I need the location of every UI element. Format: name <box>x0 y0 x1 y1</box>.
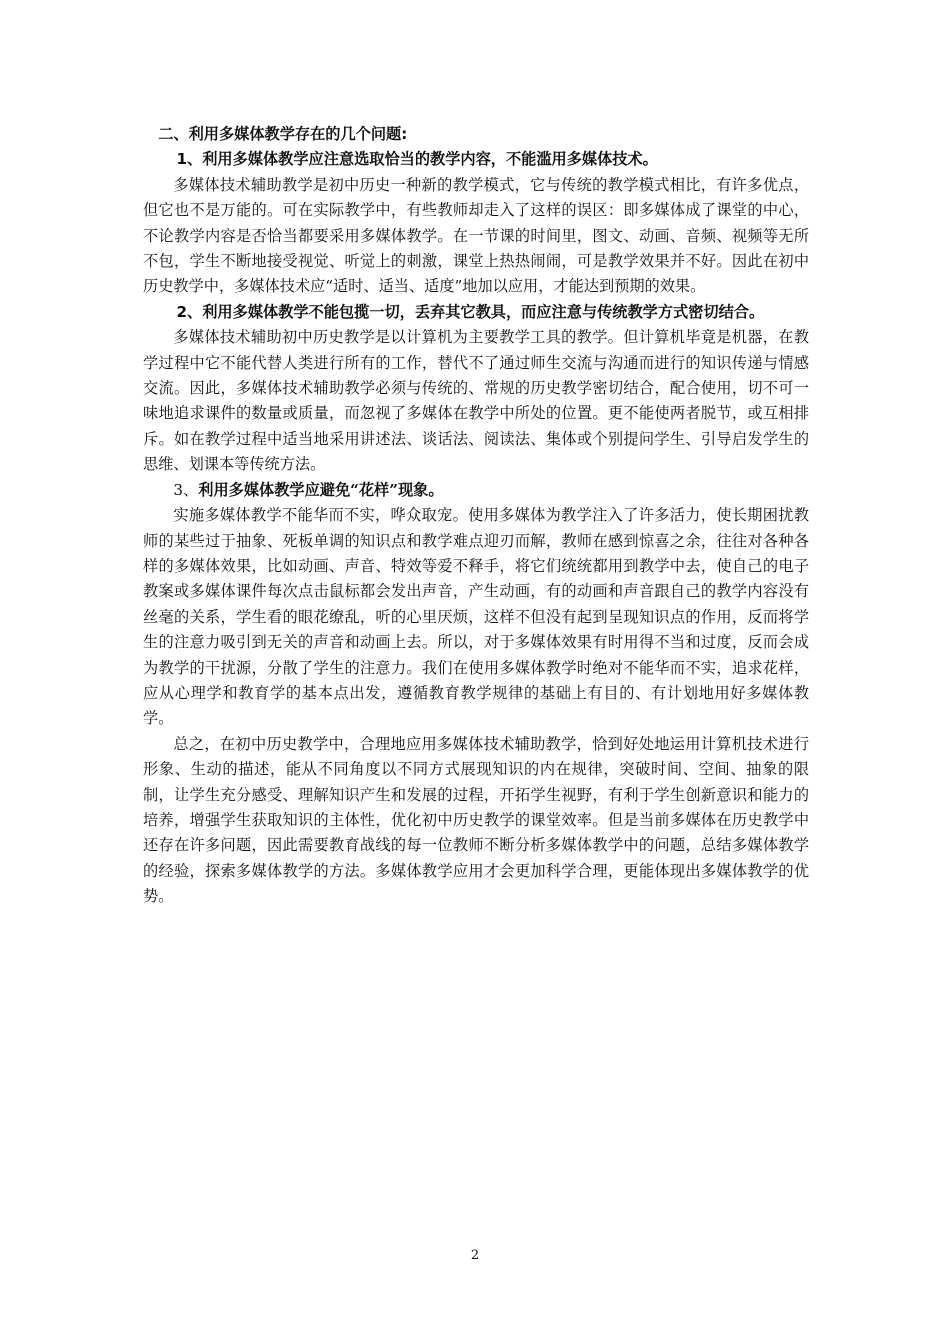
point-2-title: 2、利用多媒体教学不能包揽一切，丢弃其它教具，而应注意与传统教学方式密切结合。 <box>176 302 765 321</box>
point-3-title: 利用多媒体教学应避免“花样”现象。 <box>198 480 444 499</box>
point-1-title: 1、利用多媒体教学应注意选取恰当的教学内容，不能滥用多媒体技术。 <box>176 150 658 169</box>
point-3-number: 3、 <box>173 480 199 499</box>
point-3-heading <box>143 478 809 503</box>
document-page <box>143 122 809 910</box>
section-title: 二、利用多媒体教学存在的几个问题: <box>158 125 408 143</box>
point-1-body: 多媒体技术辅助教学是初中历史一种新的教学模式，它与传统的教学模式相比，有许多优点，但它也不是万能的。可在实际教学中，有些教师却走入了这样的误区：即多媒体成了课堂的中心，不论教学内容是否恰当都要采用多媒体教学。在一节课的时间里，图文、动画、音频、视频等无所不包，学生不断地接受视觉、听觉上的刺激，课堂上热热闹闹，可是教学效果并不好。因此在初中历史教学中，多媒体技术应“适时、适当、适度”地加以应用，才能达到预期的效果。 <box>143 175 809 296</box>
page-number: 2 <box>470 1248 480 1263</box>
point-3-body: 实施多媒体教学不能华而不实，哗众取宠。使用多媒体为教学注入了许多活力，使长期困扰教师的某些过于抽象、死板单调的知识点和教学难点迎刃而解，教师在感到惊喜之余，往往对各种各样的多媒体效果，比如动画、声音、特效等爱不释手，将它们统统都用到教学中去，使自己的电子教案或多媒体课件每次点击鼠标都会发出声音，产生动画，有的动画和声音跟自己的教学内容没有丝毫的关系，学生看的眼花缭乱，听的心里厌烦，这样不但没有起到呈现知识点的作用，反而将学生的注意力吸引到无关的声音和动画上去。所以，对于多媒体效果有时用得不当和过度，反而会成为教学的干扰源，分散了学生的注意力。我们在使用多媒体教学时绝对不能华而不实，追求花样，应从心理学和教育学的基本点出发，遵循教育教学规律的基础上有目的、有计划地用好多媒体教学。 <box>143 506 809 728</box>
point-2-body: 多媒体技术辅助初中历史教学是以计算机为主要教学工具的教学。但计算机毕竟是机器，在教学过程中它不能代替人类进行所有的工作，替代不了通过师生交流与沟通而进行的知识传递与情感交流。因此，多媒体技术辅助教学必须与传统的、常规的历史教学密切结合，配合使用，切不可一味地追求课件的数量或质量，而忽视了多媒体在教学中所处的位置。更不能使两者脱节，或互相排斥。如在教学过程中适当地采用讲述法、谈话法、阅读法、集体或个别提问学生、引导启发学生的思维、划课本等传统方法。 <box>143 328 809 474</box>
conclusion-paragraph: 总之，在初中历史教学中，合理地应用多媒体技术辅助教学，恰到好处地运用计算机技术进行形象、生动的描述，能从不同角度以不同方式展现知识的内在规律，突破时间、空间、抽象的限制，让学生充分感受、理解知识产生和发展的过程，开拓学生视野，有利于学生创新意识和能力的培养，增强学生获取知识的主体性，优化初中历史教学的课堂效率。但是当前多媒体在历史教学中还存在许多问题，因此需要教育战线的每一位教师不断分析多媒体教学中的问题，总结多媒体教学的经验，探索多媒体教学的方法。多媒体教学应用才会更加科学合理，更能体现出多媒体教学的优势。 <box>143 734 809 906</box>
